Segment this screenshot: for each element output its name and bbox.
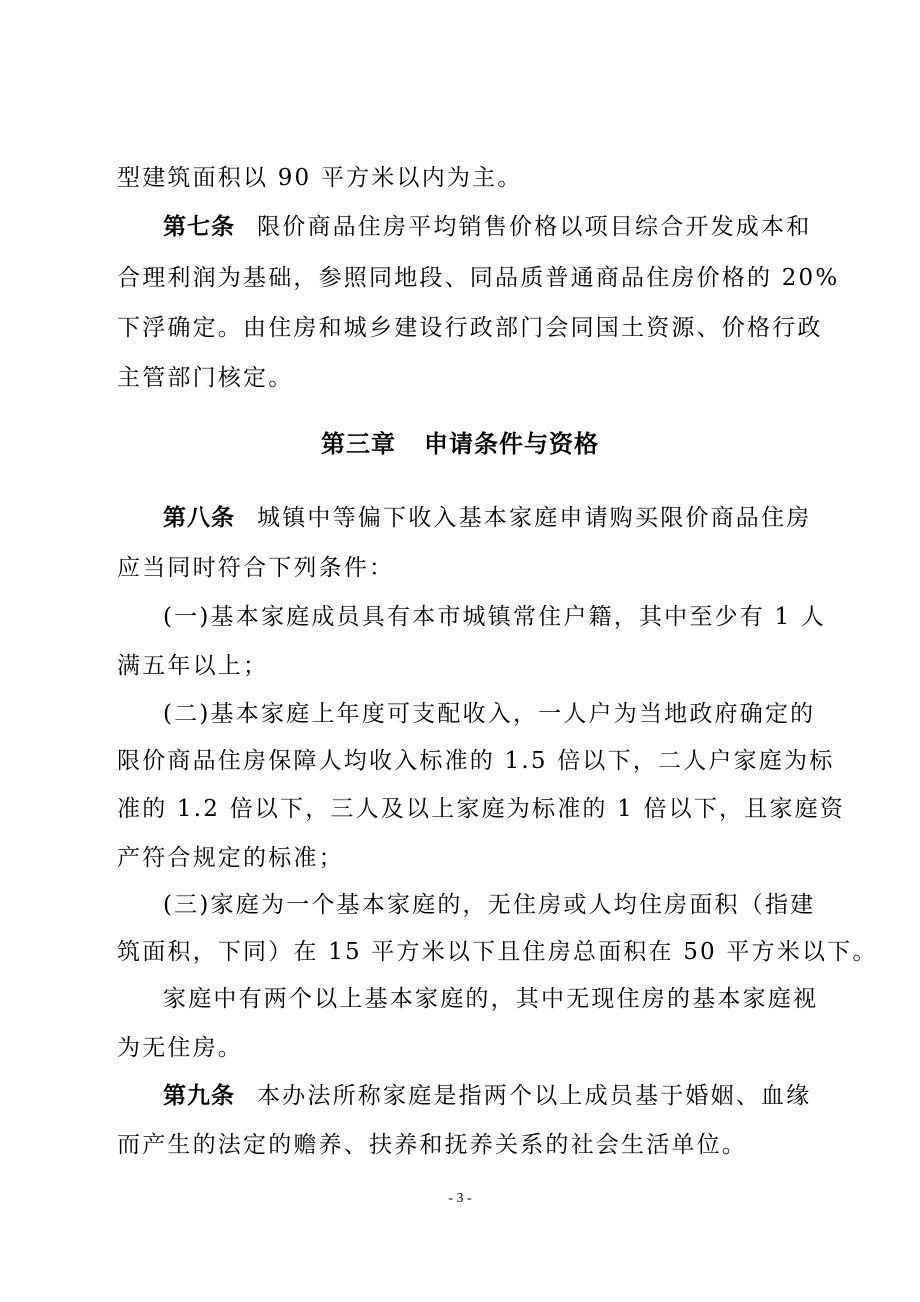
text-line: 限价商品住房保障人均收入标准的 1.5 倍以下，二人户家庭为标	[117, 748, 835, 774]
text-line: 家庭中有两个以上基本家庭的，其中无现住房的基本家庭视	[163, 986, 819, 1012]
article-9-line	[163, 1081, 812, 1111]
text-line: (一)基本家庭成员具有本市城镇常住户籍，其中至少有 1 人	[163, 604, 827, 630]
article-8-line	[163, 503, 812, 533]
text-line: 产符合规定的标准；	[117, 845, 344, 871]
chapter-title: 申请条件与资格	[424, 430, 599, 458]
article-9-label: 第九条	[163, 1083, 235, 1109]
article-9-text: 本办法所称家庭是指两个以上成员基于婚姻、血缘	[257, 1083, 812, 1109]
text-line: 而产生的法定的赡养、扶养和抚养关系的社会生活单位。	[117, 1132, 747, 1158]
text-line: 下浮确定。由住房和城乡建设行政部门会同国土资源、价格行政	[117, 315, 823, 341]
text-line: 为无住房。	[117, 1035, 243, 1061]
text-line: 合理利润为基础，参照同地段、同品质普通商品住房价格的 20%	[117, 265, 840, 291]
text-line: 应当同时符合下列条件：	[117, 555, 395, 581]
text-line: (三)家庭为一个基本家庭的，无住房或人均住房面积（指建	[163, 892, 816, 918]
text-line: 型建筑面积以 90 平方米以内为主。	[117, 165, 523, 191]
article-8-label: 第八条	[163, 505, 235, 531]
page-number: - 3 -	[448, 1191, 472, 1206]
text-line: 准的 1.2 倍以下，三人及以上家庭为标准的 1 倍以下，且家庭资	[117, 796, 846, 822]
chapter-heading	[0, 428, 920, 460]
text-line: 筑面积，下同）在 15 平方米以下且住房总面积在 50 平方米以下。	[117, 939, 878, 965]
article-8-text: 城镇中等偏下收入基本家庭申请购买限价商品住房	[257, 505, 812, 531]
text-line: 主管部门核定。	[117, 365, 294, 391]
article-7-text: 限价商品住房平均销售价格以项目综合开发成本和	[257, 214, 812, 240]
article-7-label: 第七条	[163, 214, 235, 240]
article-7-line	[163, 212, 812, 242]
text-line: 满五年以上；	[117, 653, 269, 679]
chapter-number: 第三章	[321, 430, 396, 458]
text-line: (二)基本家庭上年度可支配收入，一人户为当地政府确定的	[163, 701, 816, 727]
